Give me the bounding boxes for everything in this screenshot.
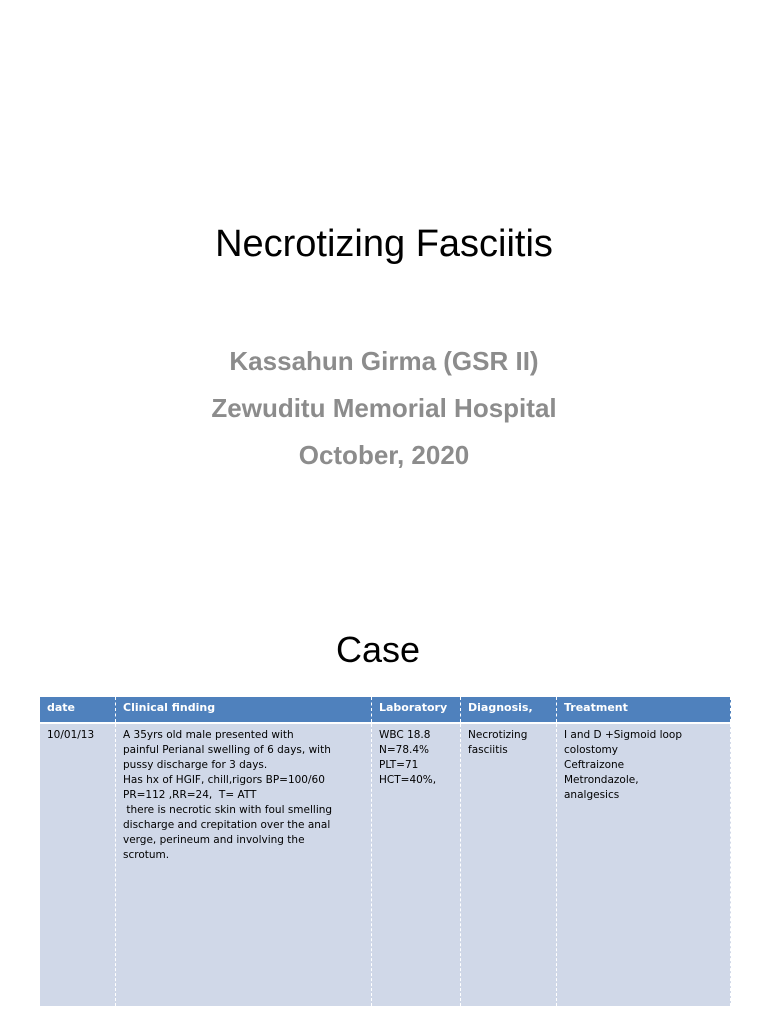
diagnosis-line: Necrotizing (468, 729, 528, 741)
clinical-line: there is necrotic skin with foul smelling (123, 804, 333, 816)
case-title: Case (335, 629, 421, 670)
clinical-line: painful Perianal swelling of 6 days, with (123, 744, 331, 756)
case-table (39, 697, 731, 1006)
presentation-date: October, 2020 (298, 440, 470, 470)
case-slide (0, 600, 768, 1024)
cell-date: 10/01/13 (40, 723, 116, 1006)
clinical-line: Has hx of HGIF, chill,rigors BP=100/60 (123, 774, 325, 786)
cell-laboratory (372, 723, 461, 1006)
clinical-line: A 35yrs old male presented with (123, 729, 294, 741)
lab-line: WBC 18.8 (379, 729, 431, 741)
cell-clinical-finding (116, 723, 372, 1006)
header-diagnosis: Diagnosis, (461, 697, 557, 723)
diagnosis-line: fasciitis (468, 744, 508, 756)
treatment-line: Metrondazole, (564, 774, 639, 786)
cell-diagnosis (461, 723, 557, 1006)
lab-line: PLT=71 (379, 759, 419, 771)
lab-line: HCT=40%, (379, 774, 437, 786)
table-header-row (40, 697, 731, 723)
hospital-name: Zewuditu Memorial Hospital (211, 393, 557, 423)
clinical-line: pussy discharge for 3 days. (123, 759, 268, 771)
header-clinical-finding: Clinical finding (116, 697, 372, 723)
cell-treatment (557, 723, 731, 1006)
slide-subtitle (0, 338, 768, 479)
header-date: date (40, 697, 116, 723)
header-laboratory: Laboratory (372, 697, 461, 723)
presenter-name: Kassahun Girma (GSR II) (229, 346, 539, 376)
header-treatment: Treatment (557, 697, 731, 723)
treatment-line: I and D +Sigmoid loop (564, 729, 682, 741)
lab-line: N=78.4% (379, 744, 430, 756)
treatment-line: analgesics (564, 789, 620, 801)
slide-title: Necrotizing Fasciitis (215, 223, 553, 265)
clinical-line: scrotum. (123, 849, 170, 861)
treatment-line: colostomy (564, 744, 618, 756)
clinical-line: PR=112 ,RR=24, T= ATT (123, 789, 257, 801)
clinical-line: verge, perineum and involving the (123, 834, 305, 846)
treatment-line: Ceftraizone (564, 759, 625, 771)
table-row (40, 723, 731, 1006)
clinical-line: discharge and crepitation over the anal (123, 819, 331, 831)
